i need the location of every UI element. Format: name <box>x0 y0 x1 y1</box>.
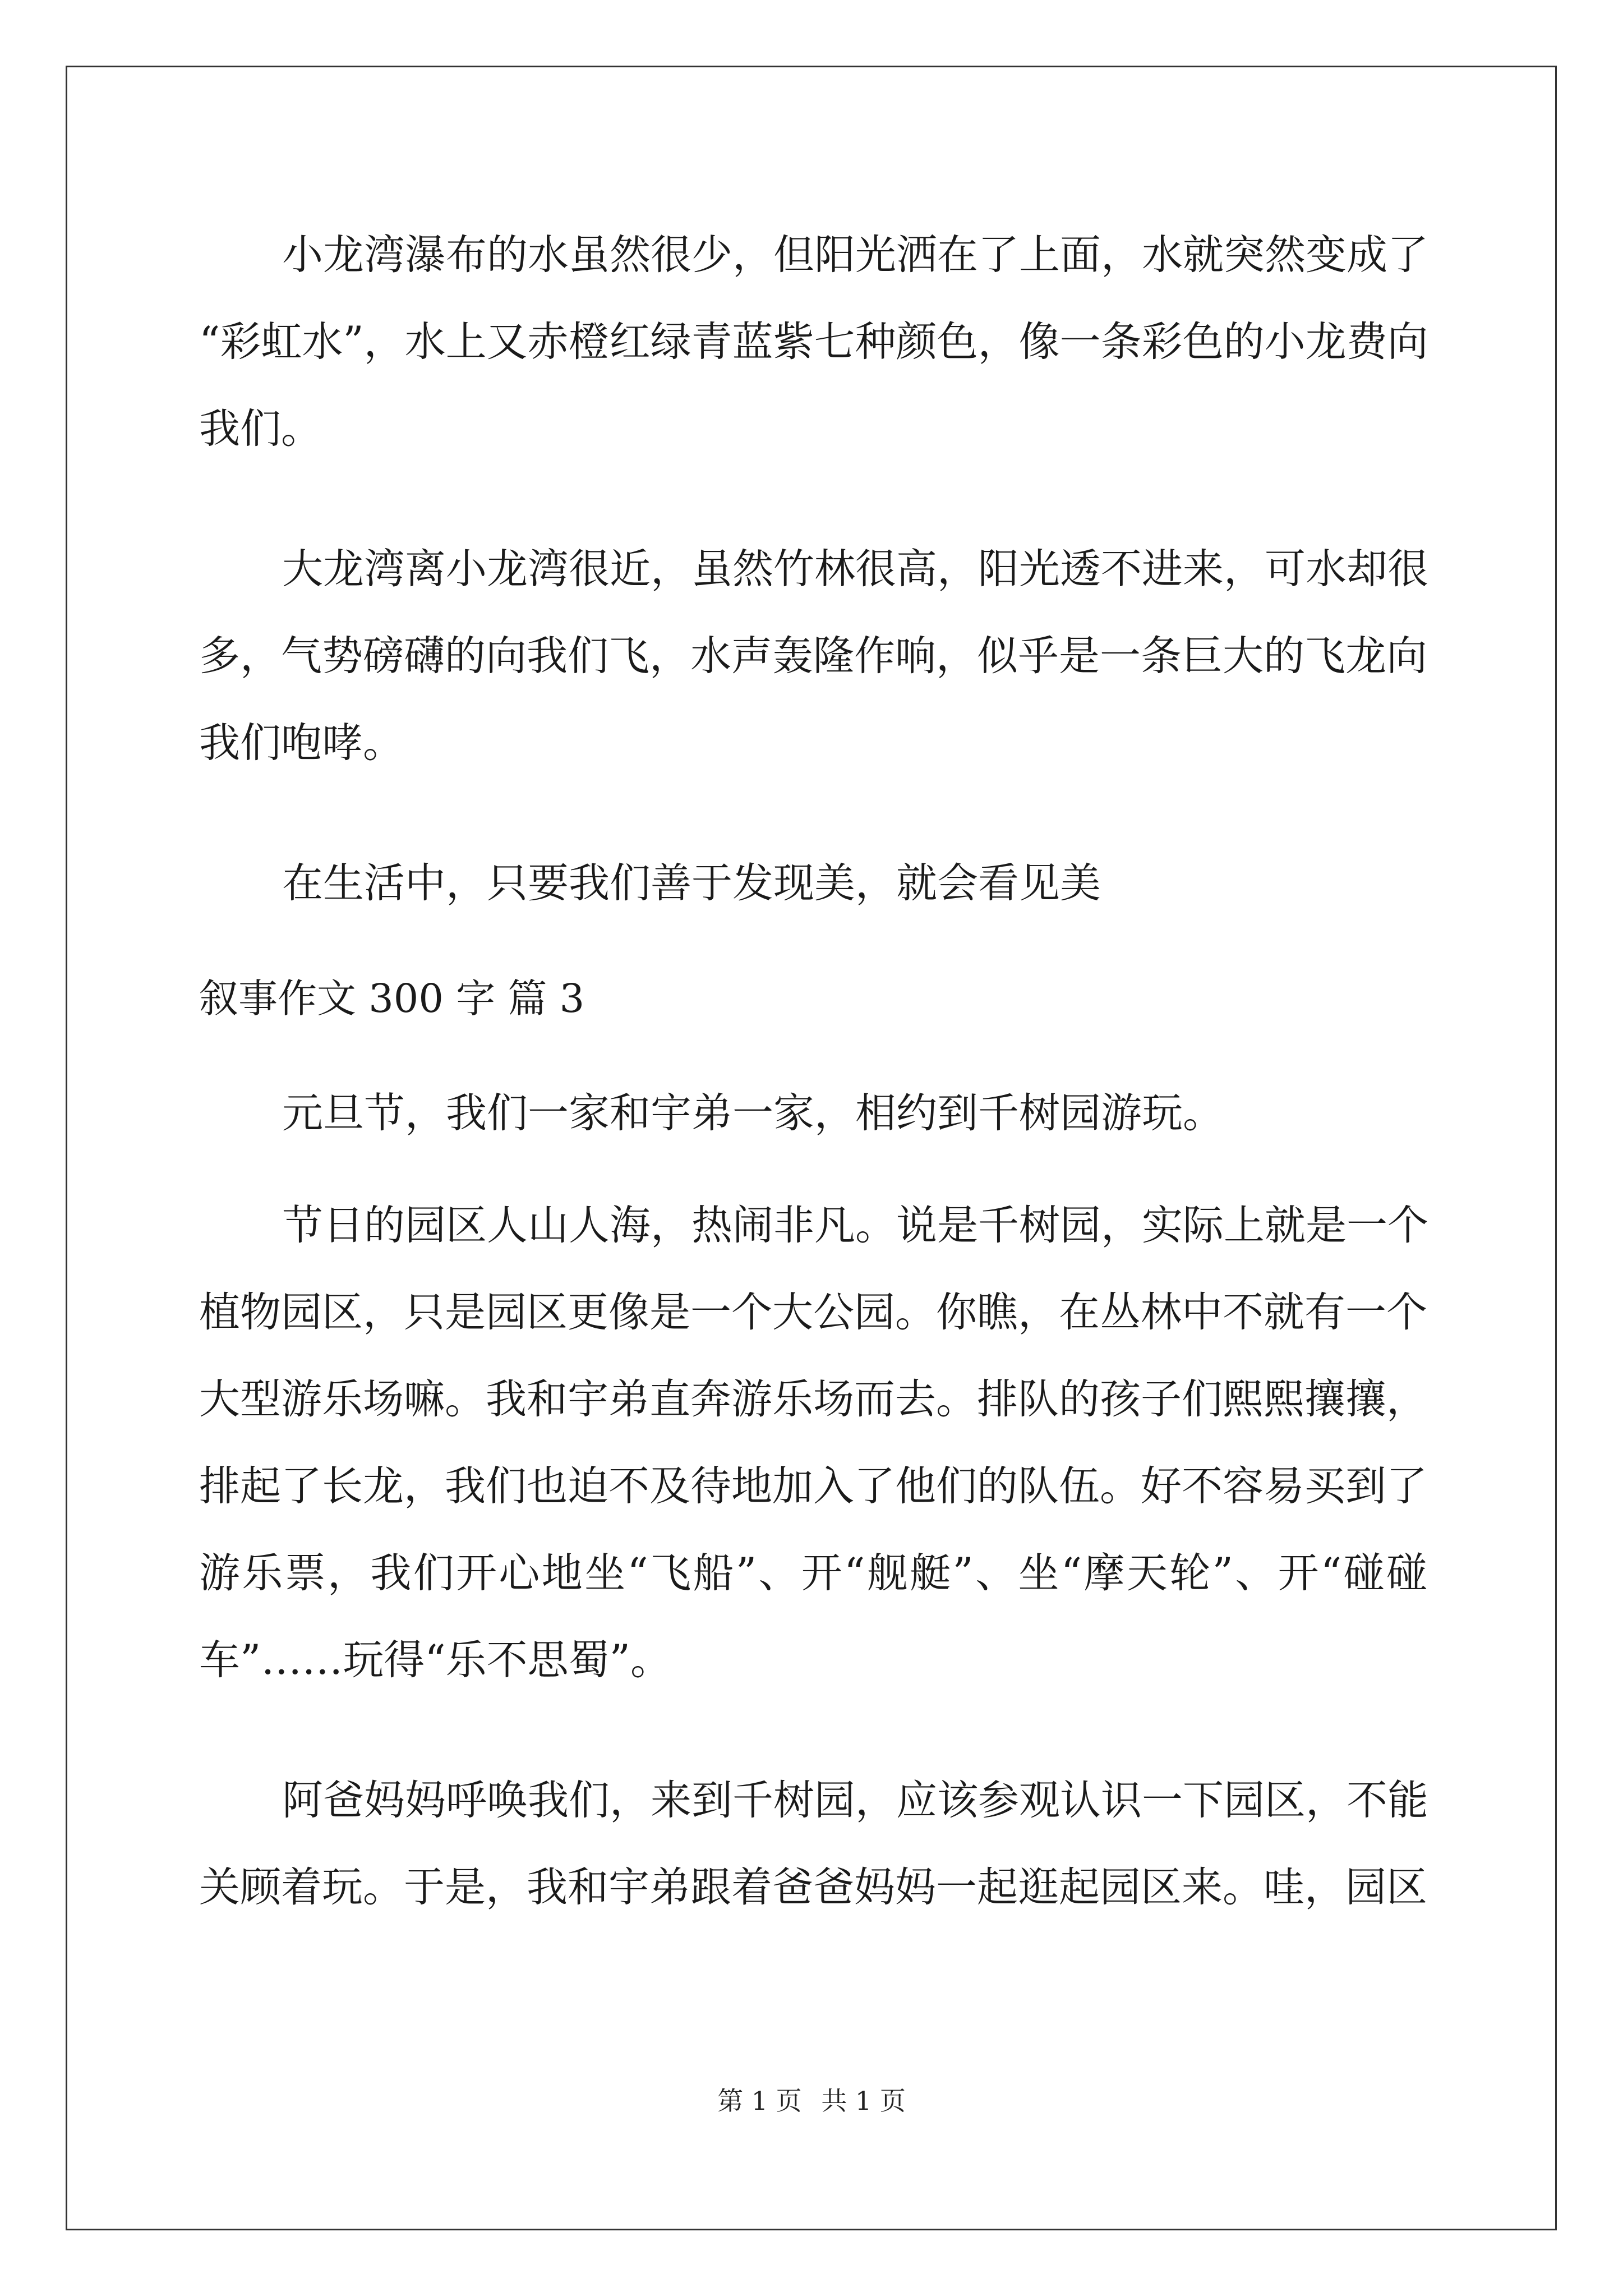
page-number: 第 1 页 <box>717 2086 802 2116</box>
text-line: 我们咆哮。 <box>199 719 404 767</box>
page-total: 共 1 页 <box>821 2086 906 2116</box>
page-footer <box>0 2084 1623 2118</box>
text-line: 关顾着玩。于是，我和宇弟跟着爸爸妈妈一起逛起园区来。哇，园区 <box>199 1864 1427 1911</box>
text-line: 元旦节，我们一家和宇弟一家，相约到千树园游玩。 <box>282 1089 1224 1137</box>
section-heading: 叙事作文 300 字 篇 3 <box>199 976 585 1022</box>
text-line: 阿爸妈妈呼唤我们，来到千树园，应该参观认识一下园区，不能 <box>282 1777 1428 1824</box>
text-line: 植物园区，只是园区更像是一个大公园。你瞧，在丛林中不就有一个 <box>199 1289 1427 1336</box>
text-line: 我们。 <box>199 405 322 453</box>
text-line: 多，气势磅礴的向我们飞，水声轰隆作响，似乎是一条巨大的飞龙向 <box>199 632 1427 680</box>
text-line: 游乐票，我们开心地坐“飞船”、开“舰艇”、坐“摩天轮”、开“碰碰 <box>199 1549 1427 1597</box>
text-line: 节日的园区人山人海，热闹非凡。说是千树园，实际上就是一个 <box>282 1202 1428 1249</box>
text-line: “彩虹水”，水上又赤橙红绿青蓝紫七种颜色，像一条彩色的小龙费向 <box>199 318 1428 366</box>
text-line: 车”……玩得“乐不思蜀”。 <box>199 1636 671 1684</box>
text-line: 在生活中，只要我们善于发现美，就会看见美 <box>282 859 1101 907</box>
text-line: 小龙湾瀑布的水虽然很少，但阳光洒在了上面，水就突然变成了 <box>282 231 1428 279</box>
text-line: 大龙湾离小龙湾很近，虽然竹林很高，阳光透不进来，可水却很 <box>282 545 1428 593</box>
text-line: 排起了长龙，我们也迫不及待地加入了他们的队伍。好不容易买到了 <box>199 1462 1427 1510</box>
text-line: 大型游乐场嘛。我和宇弟直奔游乐场而去。排队的孩子们熙熙攘攘， <box>199 1375 1427 1423</box>
